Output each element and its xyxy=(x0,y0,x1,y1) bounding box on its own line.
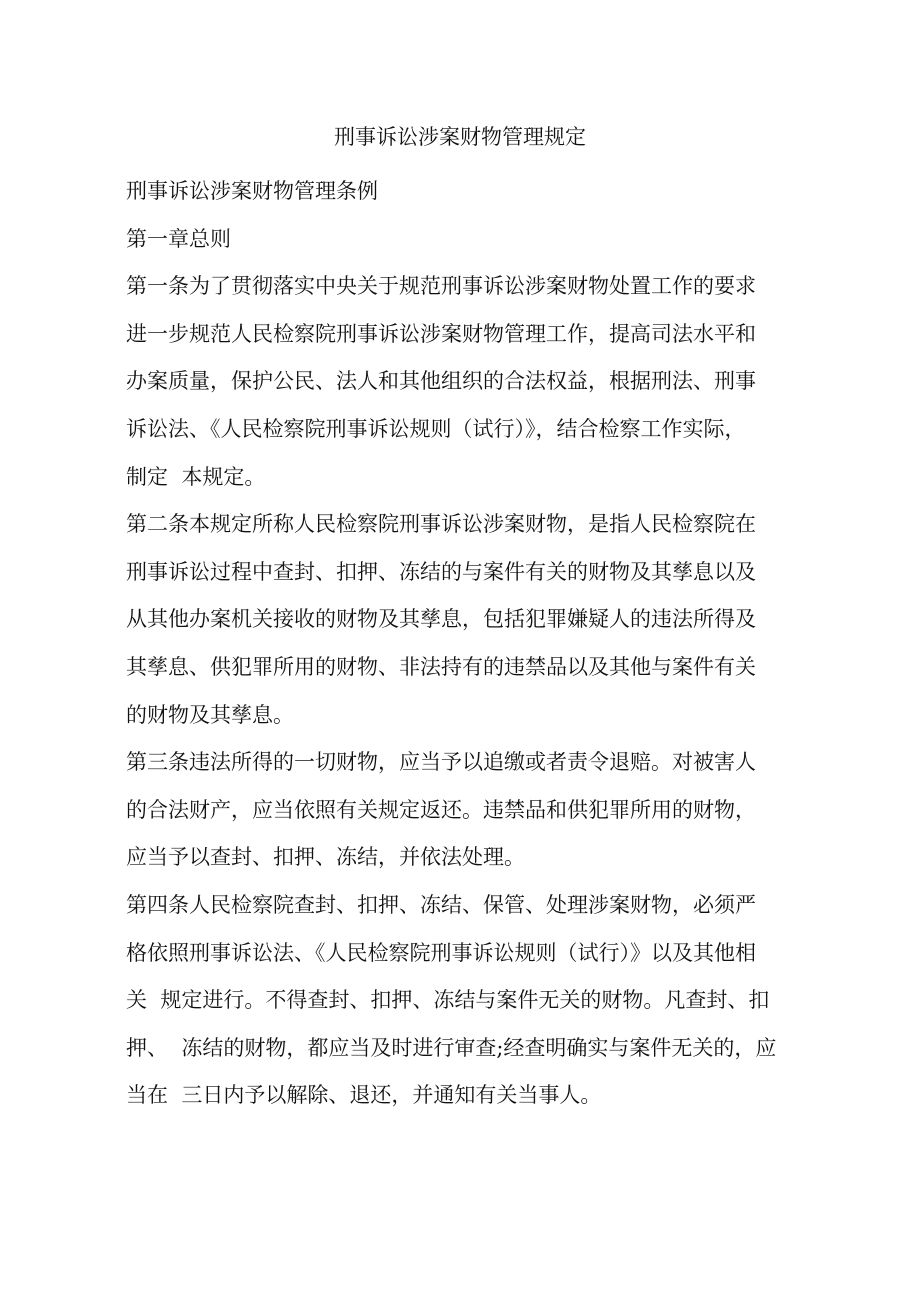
text-line: 从其他办案机关接收的财物及其孳息，包括犯罪嫌疑人的违法所得及 xyxy=(126,607,756,632)
text-line: 诉讼法、《人民检察院刑事诉讼规则（试行）》，结合检察工作实际， xyxy=(126,416,746,441)
text-line: 第一章总则 xyxy=(126,226,231,251)
text-line: 办案质量，保护公民、法人和其他组织的合法权益，根据刑法、刑事 xyxy=(126,369,756,394)
text-line: 押、 冻结的财物，都应当及时进行审查;经查明确实与案件无关的，应 xyxy=(126,1035,777,1060)
text-line: 当在 三日内予以解除、退还，并通知有关当事人。 xyxy=(126,1083,602,1108)
document-body xyxy=(126,168,806,1120)
text-line: 的财物及其孳息。 xyxy=(126,702,294,727)
document-title: 刑事诉讼涉案财物管理规定 xyxy=(334,125,586,149)
text-line: 制定 本规定。 xyxy=(126,464,266,489)
text-line: 关 规定进行。不得查封、扣押、冻结与案件无关的财物。凡查封、扣 xyxy=(126,988,770,1013)
text-line: 第三条违法所得的一切财物，应当予以追缴或者责令退赔。对被害人 xyxy=(126,750,756,775)
text-line: 格依照刑事诉讼法、《人民检察院刑事诉讼规则（试行）》以及其他相 xyxy=(126,940,756,965)
text-line: 第四条人民检察院查封、扣押、冻结、保管、处理涉案财物，必须严 xyxy=(126,892,756,917)
text-line: 第二条本规定所称人民检察院刑事诉讼涉案财物，是指人民检察院在 xyxy=(126,512,756,537)
text-line: 刑事诉讼过程中查封、扣押、冻结的与案件有关的财物及其孳息以及 xyxy=(126,559,756,584)
text-line: 其孳息、供犯罪所用的财物、非法持有的违禁品以及其他与案件有关 xyxy=(126,654,756,679)
text-line: 第一条为了贯彻落实中央关于规范刑事诉讼涉案财物处置工作的要求 xyxy=(126,274,756,299)
text-line: 刑事诉讼涉案财物管理条例 xyxy=(126,179,378,203)
text-line: 应当予以查封、扣押、冻结，并依法处理。 xyxy=(126,845,525,870)
text-line: 的合法财产，应当依照有关规定返还。违禁品和供犯罪所用的财物， xyxy=(126,797,756,822)
text-line: 进一步规范人民检察院刑事诉讼涉案财物管理工作，提高司法水平和 xyxy=(126,321,756,346)
